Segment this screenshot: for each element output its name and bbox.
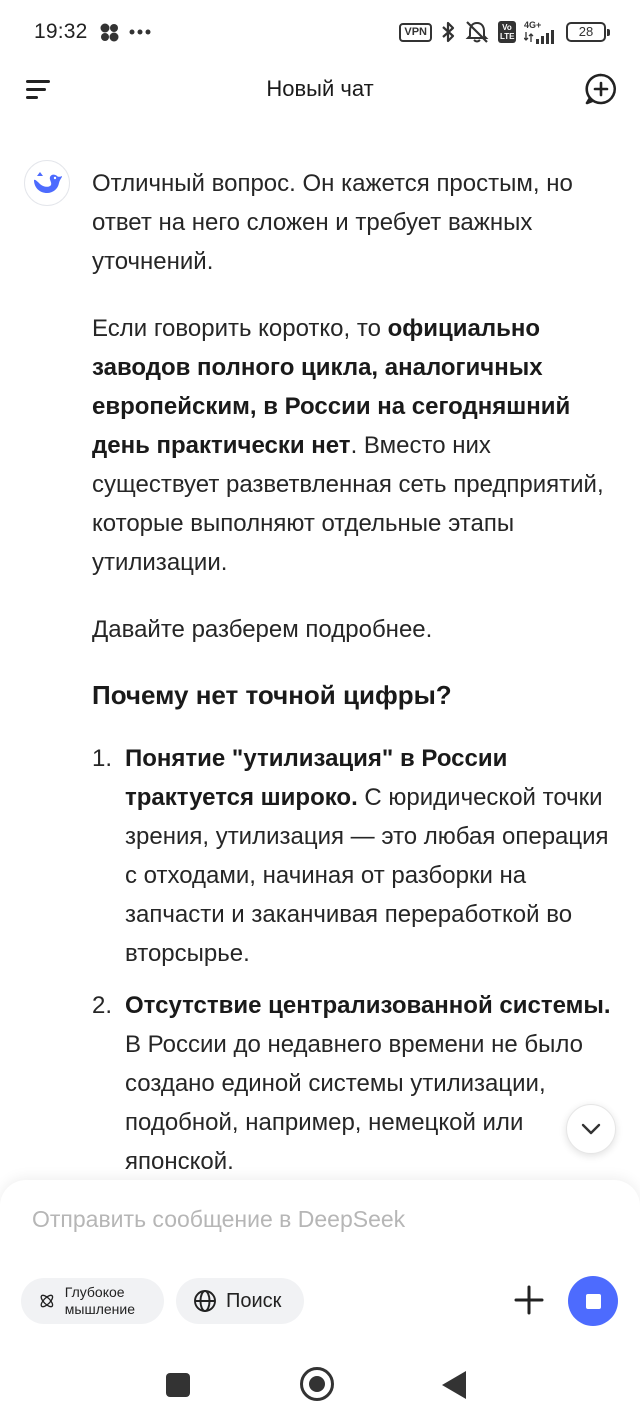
stop-generation-button[interactable] — [568, 1276, 618, 1326]
message-paragraph — [92, 309, 622, 582]
network-type-label: 4G+ — [524, 19, 542, 30]
signal-group — [524, 21, 558, 44]
message-paragraph: Отличный вопрос. Он кажется простым, но ответ на него сложен и требует важных уточнений. — [92, 170, 573, 275]
bold-text: официально заводов полного цикла, аналогичных европейским, в России на сегодняшний день практически нет — [92, 315, 571, 459]
signal-bars-icon — [524, 30, 558, 44]
new-chat-button[interactable] — [584, 72, 618, 106]
page-title: Новый чат — [266, 76, 374, 101]
message-heading: Почему нет точной цифры? — [92, 680, 452, 710]
battery-indicator: 28 — [566, 22, 606, 42]
menu-line — [26, 80, 50, 83]
chevron-down-icon — [581, 1123, 601, 1135]
message-paragraph: Давайте разберем подробнее. — [92, 616, 433, 643]
home-button[interactable] — [300, 1367, 334, 1401]
text-span: Если говорить коротко, то — [92, 315, 388, 342]
list-number: 2. — [92, 992, 113, 1019]
bold-text: Отсутствие централизованной системы. — [125, 992, 611, 1019]
message-input[interactable]: Отправить сообщение в DeepSeek — [32, 1206, 406, 1232]
menu-line — [26, 96, 38, 99]
globe-icon — [193, 1289, 217, 1313]
muted-bell-icon — [464, 20, 490, 44]
deepseek-whale-icon — [31, 170, 63, 196]
app-cluster-icon — [98, 22, 120, 42]
attach-button[interactable] — [512, 1283, 546, 1317]
text-span: С юридической точки зрения, утилизация — это любая операция с отходами, начиная от разборки на запчасти и заканчивая переработкой во вторсырье. — [125, 784, 609, 967]
bold-text: Понятие "утилизация" в России трактуется широко. — [125, 745, 508, 811]
atom-icon — [38, 1289, 56, 1313]
deep-think-label: Глубокое мышление — [64, 1284, 135, 1317]
vpn-badge: VPN — [399, 23, 432, 42]
status-bar — [0, 0, 640, 64]
list-item — [92, 986, 622, 1180]
menu-button[interactable] — [22, 76, 54, 102]
notification-icons — [98, 22, 152, 42]
scroll-to-bottom-button[interactable] — [566, 1104, 616, 1154]
app-header — [0, 64, 640, 114]
more-dots-icon — [128, 28, 152, 36]
recents-button[interactable] — [166, 1373, 190, 1397]
status-right-icons — [399, 20, 606, 44]
message-composer — [0, 1180, 640, 1343]
bluetooth-icon — [440, 20, 456, 44]
deep-think-toggle[interactable] — [21, 1278, 164, 1324]
system-nav-bar — [0, 1343, 640, 1423]
back-button[interactable] — [442, 1371, 466, 1399]
list-item — [92, 739, 622, 973]
list-number: 1. — [92, 745, 113, 772]
stop-icon — [586, 1294, 601, 1309]
chat-area[interactable] — [0, 140, 640, 1180]
numbered-list — [92, 739, 622, 1180]
search-label: Поиск — [226, 1289, 282, 1312]
search-toggle[interactable] — [176, 1278, 304, 1324]
volte-badge: Vo LTE — [500, 23, 515, 41]
assistant-avatar — [24, 160, 70, 206]
assistant-message — [92, 164, 622, 1180]
menu-line — [26, 88, 46, 91]
text-span: В России до недавнего времени не было создано единой системы утилизации, подобной, например, немецкой или японской. — [125, 1031, 584, 1175]
status-time: 19:32 — [34, 20, 88, 43]
text-span: . Вместо них существует разветвленная сеть предприятий, которые выполняют отдельные этапы утилизации. — [92, 432, 604, 576]
